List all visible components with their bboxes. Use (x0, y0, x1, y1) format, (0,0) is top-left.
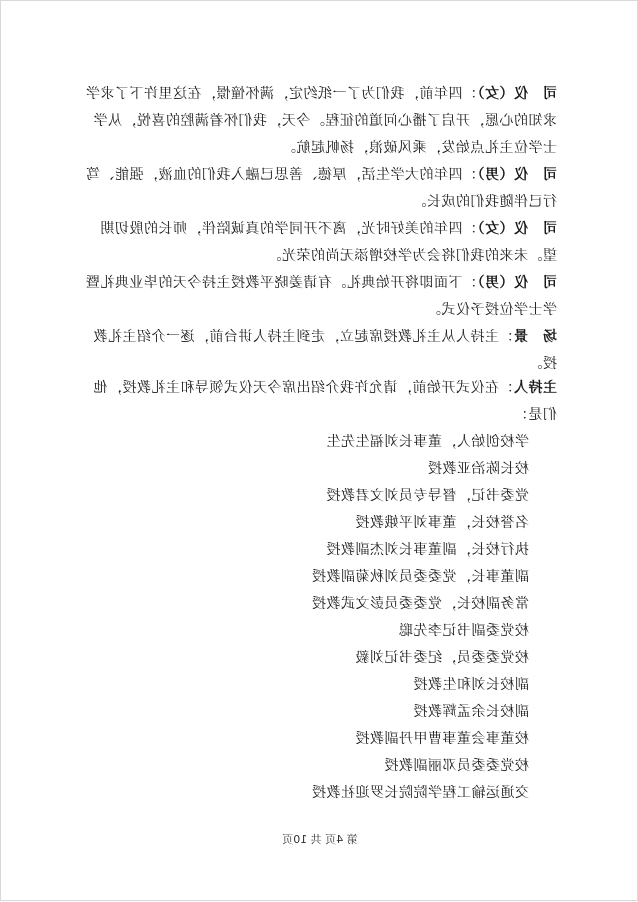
page-footer: 第 4页 共 10页 (282, 833, 358, 846)
paragraph-4 (83, 270, 557, 324)
speaker-label: 司 仪（女） (477, 86, 557, 102)
speaker-label: 司 仪（女） (477, 221, 557, 237)
paragraph-6 (83, 375, 557, 429)
guest-item: 校党委副书记李先聪 (398, 623, 529, 639)
guest-item: 副校长刘和生教授 (413, 677, 529, 693)
paragraph-3 (83, 216, 557, 270)
speaker-label: 场 景 (513, 329, 557, 345)
paragraph-1 (83, 81, 557, 162)
guest-item: 校长陈治亚教授 (427, 461, 529, 477)
guest-item: 校党委委员邓丽副教授 (384, 758, 529, 774)
guest-item: 执行校长，副董事长刘杰副教授 (326, 542, 529, 558)
guest-item: 校董事会董事曹甲丹副教授 (355, 731, 529, 747)
guest-item: 交通运输工程学院院长罗迎社教授 (311, 785, 529, 801)
guest-list (189, 429, 529, 807)
guest-item: 名誉校长，董事刘平娥教授 (355, 515, 529, 531)
guest-item: 学校创始人，董事长刘福生先生 (326, 434, 529, 450)
speaker-label: 司 仪（男） (477, 275, 557, 291)
guest-item: 常务副校长，党委委员彭文武教授 (311, 596, 529, 612)
paragraph-text: ：四年的美好时光，离不开同学的真诚陪伴，师长的殷切期望。未来的我们将会为学校增添无尚的荣光。 (100, 221, 557, 264)
paragraph-text: ：主持人从主礼教授席起立，走到主持人讲台前，逐一介绍主礼教授。 (93, 329, 557, 372)
speaker-label: 司 仪（男） (477, 167, 557, 183)
mirrored-content (1, 1, 638, 902)
paragraph-2 (83, 162, 557, 216)
paragraph-text: ：下面即将开始典礼。有请姜晓平教授主持今天的毕业典礼暨学士学位授予仪式。 (85, 275, 557, 318)
speaker-label: 主持人 (513, 380, 557, 396)
guest-item: 党委书记，督导专员刘文君教授 (326, 488, 529, 504)
paragraph-5 (83, 324, 557, 378)
guest-item: 副董事长，党委委员刘秋菊副教授 (311, 569, 529, 585)
guest-item: 校党委委员，纪委书记刘毅 (355, 650, 529, 666)
paragraph-text: ：四年前，我们为了一纸约定，满怀憧憬，在这里许下了求学求知的心愿，开启了播心问道的征程。今天，我们怀着满腔的喜悦，从学士学位主礼点始发，乘风破浪，扬帆起航。 (85, 86, 557, 156)
paragraph-text: ：在仪式开始前，请允许我介绍出席今天仪式领导和主礼教授，他们是： (93, 380, 557, 423)
paragraph-text: ：四年的大学生活，厚德、善思已融入我们的血液，强能、笃行已伴随我们的成长。 (85, 167, 557, 210)
guest-item: 副校长余孟辉教授 (413, 704, 529, 720)
